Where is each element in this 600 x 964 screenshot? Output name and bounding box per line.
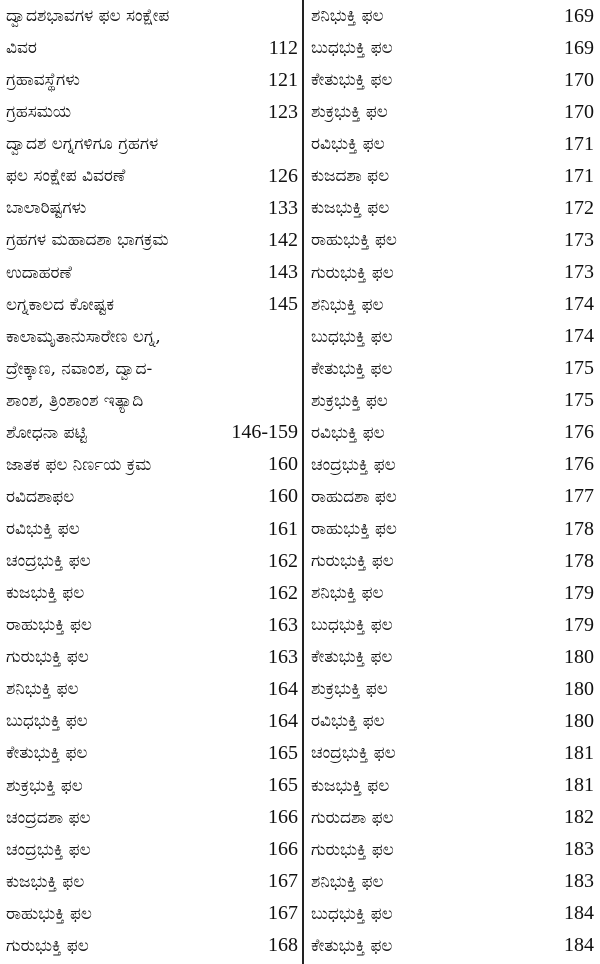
toc-entry-title: ಶಾಂಶ, ತ್ರಿಂಶಾಂಶ ಇತ್ಯಾದಿ bbox=[6, 390, 144, 411]
toc-entry bbox=[311, 577, 594, 609]
toc-entry-title: ಶುಕ್ರಭುಕ್ತಿ ಫಲ bbox=[6, 775, 83, 796]
toc-entry bbox=[6, 449, 298, 481]
toc-entry-title: ಶನಿಭುಕ್ತಿ ಫಲ bbox=[311, 294, 384, 315]
toc-entry-page: 180 bbox=[564, 709, 594, 732]
toc-entry bbox=[6, 641, 298, 673]
toc-entry bbox=[6, 160, 298, 192]
toc-entry-title: ಶುಕ್ರಭುಕ್ತಿ ಫಲ bbox=[311, 679, 388, 700]
toc-entry bbox=[6, 866, 298, 898]
toc-entry-title: ರವಿಭುಕ್ತಿ ಫಲ bbox=[311, 711, 385, 732]
toc-entry-page: 167 bbox=[268, 870, 298, 893]
toc-entry-title: ಗ್ರಹಸಮಯ bbox=[6, 102, 72, 123]
toc-entry bbox=[311, 673, 594, 705]
toc-entry-title: ಚಂದ್ರಭುಕ್ತಿ ಫಲ bbox=[311, 743, 396, 764]
toc-entry bbox=[311, 353, 594, 385]
toc-entry-page: 160 bbox=[268, 453, 298, 476]
toc-entry-page: 174 bbox=[564, 325, 594, 348]
toc-entry bbox=[311, 513, 594, 545]
toc-entry-page: 142 bbox=[268, 228, 298, 251]
toc-entry-page: 126 bbox=[268, 164, 298, 187]
toc-entry bbox=[6, 802, 298, 834]
toc-entry-title: ಚಂದ್ರಭುಕ್ತಿ ಫಲ bbox=[311, 454, 396, 475]
toc-entry-title: ಶೋಧನಾ ಪಟ್ಟಿ bbox=[6, 422, 87, 443]
toc-entry-page: 182 bbox=[564, 806, 594, 829]
toc-entry bbox=[311, 705, 594, 737]
toc-entry-page: 160 bbox=[268, 485, 298, 508]
toc-entry-page: 162 bbox=[268, 549, 298, 572]
toc-entry-page: 170 bbox=[564, 100, 594, 123]
toc-entry-title: ಗುರುಭುಕ್ತಿ ಫಲ bbox=[6, 647, 89, 668]
toc-entry bbox=[311, 385, 594, 417]
toc-entry-page: 184 bbox=[564, 934, 594, 957]
toc-entry-page: 146-159 bbox=[231, 421, 298, 444]
toc-entry-title: ದ್ರೇಕ್ಕಾಣ, ನವಾಂಶ, ದ್ವಾದ- bbox=[6, 358, 153, 379]
toc-entry-page: 169 bbox=[564, 36, 594, 59]
toc-entry-page: 171 bbox=[564, 132, 594, 155]
toc-entry-title: ಲಗ್ನಕಾಲದ ಕೋಷ್ಟಕ bbox=[6, 294, 115, 315]
toc-entry-title: ರವಿಭುಕ್ತಿ ಫಲ bbox=[311, 134, 385, 155]
toc-entry bbox=[311, 770, 594, 802]
toc-entry-page: 168 bbox=[268, 934, 298, 957]
toc-entry-page: 173 bbox=[564, 228, 594, 251]
toc-entry-page: 177 bbox=[564, 485, 594, 508]
toc-entry bbox=[311, 417, 594, 449]
toc-entry-title: ಚಂದ್ರದಶಾ ಫಲ bbox=[6, 807, 91, 828]
toc-entry-page: 133 bbox=[268, 196, 298, 219]
toc-entry bbox=[6, 321, 298, 353]
toc-entry-page: 145 bbox=[268, 293, 298, 316]
toc-entry-page: 112 bbox=[268, 36, 298, 59]
toc-entry-title: ರವಿಭುಕ್ತಿ ಫಲ bbox=[311, 422, 385, 443]
toc-entry-title: ಗುರುಭುಕ್ತಿ ಫಲ bbox=[311, 262, 394, 283]
toc-entry bbox=[6, 257, 298, 289]
toc-entry bbox=[311, 481, 594, 513]
toc-entry-title: ಗ್ರಹಾವಸ್ಥೆಗಳು bbox=[6, 70, 80, 91]
toc-entry bbox=[6, 577, 298, 609]
toc-entry-page: 174 bbox=[564, 293, 594, 316]
toc-entry-title: ಕೇತುಭುಕ್ತಿ ಫಲ bbox=[6, 743, 88, 764]
toc-entry-title: ಗುರುಭುಕ್ತಿ ಫಲ bbox=[311, 551, 394, 572]
toc-entry bbox=[6, 673, 298, 705]
toc-entry bbox=[311, 545, 594, 577]
toc-entry bbox=[311, 609, 594, 641]
toc-entry-title: ಚಂದ್ರಭುಕ್ತಿ ಫಲ bbox=[6, 839, 91, 860]
toc-entry bbox=[311, 866, 594, 898]
toc-entry bbox=[6, 770, 298, 802]
toc-entry-title: ಕೇತುಭುಕ್ತಿ ಫಲ bbox=[311, 935, 393, 956]
toc-entry-page: 167 bbox=[268, 902, 298, 925]
toc-entry bbox=[6, 385, 298, 417]
toc-entry-title: ರಾಹುಭುಕ್ತಿ ಫಲ bbox=[311, 230, 397, 251]
toc-entry bbox=[311, 64, 594, 96]
toc-entry-title: ಗುರುದಶಾ ಫಲ bbox=[311, 807, 394, 828]
toc-entry-title: ಕೇತುಭುಕ್ತಿ ಫಲ bbox=[311, 647, 393, 668]
toc-entry bbox=[311, 641, 594, 673]
toc-entry-title: ಕುಜದಶಾ ಫಲ bbox=[311, 166, 390, 187]
toc-entry-title: ಗುರುಭುಕ್ತಿ ಫಲ bbox=[311, 839, 394, 860]
toc-entry-page: 123 bbox=[268, 100, 298, 123]
toc-entry bbox=[311, 32, 594, 64]
toc-entry-page: 175 bbox=[564, 389, 594, 412]
toc-entry-title: ಕುಜಭುಕ್ತಿ ಫಲ bbox=[311, 198, 390, 219]
toc-entry bbox=[6, 481, 298, 513]
toc-entry bbox=[6, 545, 298, 577]
toc-entry-page: 173 bbox=[564, 261, 594, 284]
toc-entry bbox=[311, 834, 594, 866]
toc-entry-title: ಕುಜಭುಕ್ತಿ ಫಲ bbox=[311, 775, 390, 796]
toc-entry-page: 180 bbox=[564, 677, 594, 700]
toc-entry bbox=[6, 609, 298, 641]
toc-entry bbox=[6, 0, 298, 32]
column-divider bbox=[302, 0, 304, 964]
toc-entry-title: ಬುಧಭುಕ್ತಿ ಫಲ bbox=[311, 38, 393, 59]
toc-entry-title: ಶುಕ್ರಭುಕ್ತಿ ಫಲ bbox=[311, 390, 388, 411]
toc-entry-page: 179 bbox=[564, 581, 594, 604]
toc-entry bbox=[311, 96, 594, 128]
toc-entry-page: 176 bbox=[564, 453, 594, 476]
toc-entry-title: ಶನಿಭುಕ್ತಿ ಫಲ bbox=[6, 679, 79, 700]
toc-entry-page: 172 bbox=[564, 196, 594, 219]
toc-entry-page: 181 bbox=[564, 774, 594, 797]
toc-entry-title: ಬುಧಭುಕ್ತಿ ಫಲ bbox=[311, 615, 393, 636]
toc-entry bbox=[6, 834, 298, 866]
toc-entry-title: ಕೇತುಭುಕ್ತಿ ಫಲ bbox=[311, 70, 393, 91]
toc-entry-title: ಶನಿಭುಕ್ತಿ ಫಲ bbox=[311, 871, 384, 892]
toc-entry bbox=[6, 705, 298, 737]
toc-entry-page: 162 bbox=[268, 581, 298, 604]
toc-entry-title: ಬುಧಭುಕ್ತಿ ಫಲ bbox=[311, 326, 393, 347]
toc-entry-title: ರಾಹುಭುಕ್ತಿ ಫಲ bbox=[6, 903, 92, 924]
toc-entry bbox=[311, 289, 594, 321]
toc-entry-page: 178 bbox=[564, 549, 594, 572]
toc-entry bbox=[6, 930, 298, 962]
toc-entry bbox=[311, 128, 594, 160]
toc-entry-page: 176 bbox=[564, 421, 594, 444]
toc-entry bbox=[6, 353, 298, 385]
toc-entry-title: ಚಂದ್ರಭುಕ್ತಿ ಫಲ bbox=[6, 551, 91, 572]
toc-entry bbox=[311, 224, 594, 256]
toc-entry-title: ಗ್ರಹಗಳ ಮಹಾದಶಾ ಭಾಗಕ್ರಮ bbox=[6, 230, 169, 251]
toc-entry bbox=[311, 898, 594, 930]
toc-entry-title: ಕುಜಭುಕ್ತಿ ಫಲ bbox=[6, 871, 85, 892]
toc-entry-page: 183 bbox=[564, 870, 594, 893]
toc-entry bbox=[6, 64, 298, 96]
toc-entry-title: ಕೇತುಭುಕ್ತಿ ಫಲ bbox=[311, 358, 393, 379]
toc-entry-page: 164 bbox=[268, 709, 298, 732]
toc-right-column bbox=[311, 0, 594, 962]
toc-entry-page: 170 bbox=[564, 68, 594, 91]
toc-entry-page: 166 bbox=[268, 838, 298, 861]
toc-left-column bbox=[6, 0, 298, 962]
toc-entry-page: 165 bbox=[268, 741, 298, 764]
toc-entry bbox=[311, 192, 594, 224]
toc-entry-page: 171 bbox=[564, 164, 594, 187]
toc-entry bbox=[311, 321, 594, 353]
toc-entry-page: 161 bbox=[268, 517, 298, 540]
toc-entry-page: 184 bbox=[564, 902, 594, 925]
toc-entry bbox=[6, 128, 298, 160]
toc-entry bbox=[6, 224, 298, 256]
toc-entry-page: 163 bbox=[268, 645, 298, 668]
toc-entry-title: ಶನಿಭುಕ್ತಿ ಫಲ bbox=[311, 583, 384, 604]
toc-entry bbox=[6, 289, 298, 321]
toc-entry bbox=[6, 192, 298, 224]
toc-entry-title: ಫಲ ಸಂಕ್ಷೇಪ ವಿವರಣೆ bbox=[6, 166, 126, 187]
toc-entry-title: ರವಿದಶಾಫಲ bbox=[6, 486, 75, 507]
toc-entry-title: ಗುರುಭುಕ್ತಿ ಫಲ bbox=[6, 935, 89, 956]
toc-entry bbox=[6, 513, 298, 545]
toc-entry bbox=[6, 898, 298, 930]
toc-entry-title: ಬುಧಭುಕ್ತಿ ಫಲ bbox=[6, 711, 88, 732]
toc-entry bbox=[311, 160, 594, 192]
toc-entry-page: 165 bbox=[268, 774, 298, 797]
toc-entry bbox=[311, 257, 594, 289]
toc-entry bbox=[311, 802, 594, 834]
toc-entry bbox=[6, 32, 298, 64]
toc-entry-page: 183 bbox=[564, 838, 594, 861]
toc-entry-title: ರವಿಭುಕ್ತಿ ಫಲ bbox=[6, 519, 80, 540]
toc-entry-title: ದ್ವಾದಶ ಲಗ್ನಗಳಿಗೂ ಗ್ರಹಗಳ bbox=[6, 134, 159, 155]
toc-entry-title: ರಾಹುದಶಾ ಫಲ bbox=[311, 486, 397, 507]
toc-entry-page: 179 bbox=[564, 613, 594, 636]
toc-entry bbox=[6, 417, 298, 449]
toc-entry-page: 178 bbox=[564, 517, 594, 540]
toc-entry-title: ಕಾಲಾಮೃತಾನುಸಾರೇಣ ಲಗ್ನ, bbox=[6, 326, 161, 347]
toc-entry-page: 164 bbox=[268, 677, 298, 700]
toc-entry bbox=[311, 0, 594, 32]
toc-entry-title: ಶುಕ್ರಭುಕ್ತಿ ಫಲ bbox=[311, 102, 388, 123]
toc-entry-page: 169 bbox=[564, 4, 594, 27]
toc-entry-page: 166 bbox=[268, 806, 298, 829]
toc-entry-page: 163 bbox=[268, 613, 298, 636]
toc-entry-page: 181 bbox=[564, 741, 594, 764]
toc-entry-title: ವಿವರ bbox=[6, 38, 37, 59]
toc-entry-page: 121 bbox=[268, 68, 298, 91]
toc-entry-page: 143 bbox=[268, 261, 298, 284]
toc-entry-title: ರಾಹುಭುಕ್ತಿ ಫಲ bbox=[6, 615, 92, 636]
toc-entry-title: ಶನಿಭುಕ್ತಿ ಫಲ bbox=[311, 6, 384, 27]
toc-entry-title: ಜಾತಕ ಫಲ ನಿರ್ಣಯ ಕ್ರಮ bbox=[6, 454, 152, 475]
toc-entry bbox=[311, 737, 594, 769]
toc-entry bbox=[311, 449, 594, 481]
toc-entry-title: ಬಾಲಾರಿಷ್ಟಗಳು bbox=[6, 198, 87, 219]
toc-entry-title: ಉದಾಹರಣೆ bbox=[6, 262, 72, 283]
toc-entry bbox=[6, 96, 298, 128]
toc-entry-title: ರಾಹುಭುಕ್ತಿ ಫಲ bbox=[311, 519, 397, 540]
toc-entry-page: 175 bbox=[564, 357, 594, 380]
toc-entry-title: ಬುಧಭುಕ್ತಿ ಫಲ bbox=[311, 903, 393, 924]
toc-entry-title: ಕುಜಭುಕ್ತಿ ಫಲ bbox=[6, 583, 85, 604]
toc-entry bbox=[311, 930, 594, 962]
toc-entry-title: ದ್ವಾದಶಭಾವಗಳ ಫಲ ಸಂಕ್ಷೇಪ bbox=[6, 6, 170, 27]
toc-entry bbox=[6, 737, 298, 769]
toc-entry-page: 180 bbox=[564, 645, 594, 668]
